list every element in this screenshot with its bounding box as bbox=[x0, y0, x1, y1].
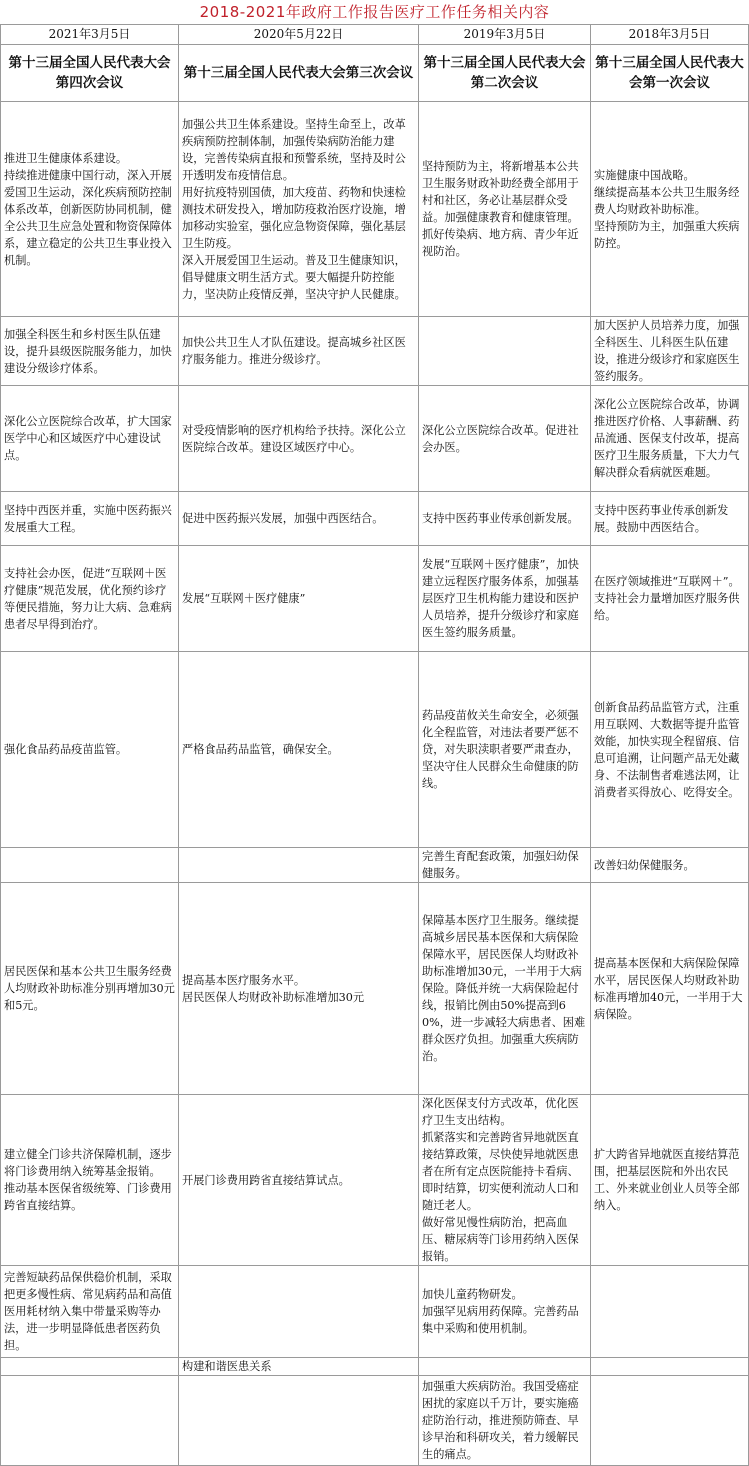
session-header-row bbox=[1, 45, 749, 102]
date-header-cell: 2018年3月5日 bbox=[591, 25, 749, 45]
table-cell: 保障基本医疗卫生服务。继续提高城乡居民基本医保和大病保险保障水平，居民医保人均财政补助标准增加30元，一半用于大病保险。降低并统一大病保险起付线，报销比例由50%提高到60%，进一步减轻大病患者、困难群众医疗负担。加强重大疾病防治。 bbox=[419, 883, 591, 1095]
page-title: 2018-2021年政府工作报告医疗工作任务相关内容 bbox=[199, 3, 550, 21]
table-row bbox=[1, 317, 749, 386]
table-cell: 加强全科医生和乡村医生队伍建设，提升县级医院服务能力，加快建设分级诊疗体系。 bbox=[1, 317, 179, 386]
table-cell: 对受疫情影响的医疗机构给予扶持。深化公立医院综合改革。建设区域医疗中心。 bbox=[179, 386, 419, 492]
table-cell: 在医疗领域推进“互联网＋”。支持社会力量增加医疗服务供给。 bbox=[591, 546, 749, 652]
table-cell: 开展门诊费用跨省直接结算试点。 bbox=[179, 1095, 419, 1266]
table-cell bbox=[1, 1358, 179, 1376]
table-row bbox=[1, 492, 749, 546]
date-header-cell: 2019年3月5日 bbox=[419, 25, 591, 45]
table-cell: 加快公共卫生人才队伍建设。提高城乡社区医疗服务能力。推进分级诊疗。 bbox=[179, 317, 419, 386]
table-cell: 支持中医药事业传承创新发展。鼓励中西医结合。 bbox=[591, 492, 749, 546]
date-header-cell: 2020年5月22日 bbox=[179, 25, 419, 45]
table-cell: 支持社会办医，促进“互联网＋医疗健康”规范发展，优化预约诊疗等便民措施，努力让大病、急难病患者尽早得到治疗。 bbox=[1, 546, 179, 652]
table-cell: 深化公立医院综合改革，协调推进医疗价格、人事薪酬、药品流通、医保支付改革，提高医疗卫生服务质量，下大力气解决群众看病就医难题。 bbox=[591, 386, 749, 492]
table-cell bbox=[591, 1376, 749, 1466]
table-cell: 创新食品药品监管方式，注重用互联网、大数据等提升监管效能，加快实现全程留痕、信息可追溯，让问题产品无处藏身、不法制售者难逃法网，让消费者买得放心、吃得安全。 bbox=[591, 652, 749, 848]
table-cell: 发展“互联网＋医疗健康”，加快建立远程医疗服务体系，加强基层医疗卫生机构能力建设和医护人员培养，提升分级诊疗和家庭医生签约服务质量。 bbox=[419, 546, 591, 652]
table-row bbox=[1, 546, 749, 652]
table-cell: 加强重大疾病防治。我国受癌症困扰的家庭以千万计，要实施癌症防治行动，推进预防筛查、早诊早治和科研攻关，着力缓解民生的痛点。 bbox=[419, 1376, 591, 1466]
table-cell: 深化公立医院综合改革。促进社会办医。 bbox=[419, 386, 591, 492]
table-cell bbox=[179, 848, 419, 883]
table-cell: 深化医保支付方式改革，优化医疗卫生支出结构。 抓紧落实和完善跨省异地就医直接结算政策，尽快使异地就医患者在所有定点医院能持卡看病、即时结算，切实便利流动人口和随迁老人。 做好常见慢性病防治，把高血压、糖尿病等门诊用药纳入医保报销。 bbox=[419, 1095, 591, 1266]
table-cell bbox=[1, 1376, 179, 1466]
table-cell bbox=[179, 1376, 419, 1466]
table-cell: 强化食品药品疫苗监管。 bbox=[1, 652, 179, 848]
table-cell bbox=[419, 1358, 591, 1376]
table-cell: 扩大跨省异地就医直接结算范围，把基层医院和外出农民工、外来就业创业人员等全部纳入。 bbox=[591, 1095, 749, 1266]
table-row bbox=[1, 386, 749, 492]
table-cell bbox=[591, 1266, 749, 1358]
table-cell bbox=[591, 1358, 749, 1376]
table-row bbox=[1, 1266, 749, 1358]
table-cell: 加强公共卫生体系建设。坚持生命至上，改革疾病预防控制体制，加强传染病防治能力建设，完善传染病直报和预警系统，坚持及时公开透明发布疫情信息。 用好抗疫特别国债，加大疫苗、药物和快速检测技术研发投入，增加防疫救治医疗设施，增加移动实验室，强化应急物资保障，强化基层卫生防疫。 深入开展爱国卫生运动。普及卫生健康知识，倡导健康文明生活方式。要大幅提升防控能力，坚决防止疫情反弹，坚决守护人民健康。 bbox=[179, 102, 419, 317]
table-row bbox=[1, 652, 749, 848]
table-cell: 完善短缺药品保供稳价机制，采取把更多慢性病、常见病药品和高值医用耗材纳入集中带量采购等办法，进一步明显降低患者医药负担。 bbox=[1, 1266, 179, 1358]
table-cell: 坚持中西医并重，实施中医药振兴发展重大工程。 bbox=[1, 492, 179, 546]
table-row bbox=[1, 1358, 749, 1376]
table-cell: 药品疫苗攸关生命安全，必须强化全程监管，对违法者要严惩不贷，对失职渎职者要严肃查办，坚决守住人民群众生命健康的防线。 bbox=[419, 652, 591, 848]
session-header-cell: 第十三届全国人民代表大会第三次会议 bbox=[179, 45, 419, 102]
table-cell: 居民医保和基本公共卫生服务经费人均财政补助标准分别再增加30元和5元。 bbox=[1, 883, 179, 1095]
table-cell: 支持中医药事业传承创新发展。 bbox=[419, 492, 591, 546]
policy-comparison-table bbox=[0, 24, 749, 1466]
table-cell: 完善生育配套政策，加强妇幼保健服务。 bbox=[419, 848, 591, 883]
table-cell: 改善妇幼保健服务。 bbox=[591, 848, 749, 883]
date-header-row bbox=[1, 25, 749, 45]
date-header-cell: 2021年3月5日 bbox=[1, 25, 179, 45]
table-row bbox=[1, 883, 749, 1095]
table-cell bbox=[1, 848, 179, 883]
table-cell: 发展“互联网＋医疗健康” bbox=[179, 546, 419, 652]
table-cell bbox=[179, 1266, 419, 1358]
table-cell: 推进卫生健康体系建设。 持续推进健康中国行动，深入开展爱国卫生运动，深化疾病预防控制体系改革，创新医防协同机制，健全公共卫生应急处置和物资保障体系，建立稳定的公共卫生事业投入机制。 bbox=[1, 102, 179, 317]
table-cell: 坚持预防为主，将新增基本公共卫生服务财政补助经费全部用于村和社区，务必让基层群众受益。加强健康教育和健康管理。 抓好传染病、地方病、青少年近视防治。 bbox=[419, 102, 591, 317]
table-cell: 加快儿童药物研发。 加强罕见病用药保障。完善药品集中采购和使用机制。 bbox=[419, 1266, 591, 1358]
table-cell: 严格食品药品监管，确保安全。 bbox=[179, 652, 419, 848]
table-row bbox=[1, 848, 749, 883]
session-header-cell: 第十三届全国人民代表大会第一次会议 bbox=[591, 45, 749, 102]
session-header-cell: 第十三届全国人民代表大会第二次会议 bbox=[419, 45, 591, 102]
table-cell: 深化公立医院综合改革，扩大国家医学中心和区域医疗中心建设试点。 bbox=[1, 386, 179, 492]
table-cell: 加大医护人员培养力度，加强全科医生、儿科医生队伍建设，推进分级诊疗和家庭医生签约服务。 bbox=[591, 317, 749, 386]
table-cell: 构建和谐医患关系 bbox=[179, 1358, 419, 1376]
table-cell: 实施健康中国战略。 继续提高基本公共卫生服务经费人均财政补助标准。 坚持预防为主，加强重大疾病防控。 bbox=[591, 102, 749, 317]
table-row bbox=[1, 102, 749, 317]
table-cell: 提高基本医保和大病保险保障水平，居民医保人均财政补助标准再增加40元，一半用于大病保险。 bbox=[591, 883, 749, 1095]
table-cell: 建立健全门诊共济保障机制，逐步将门诊费用纳入统筹基金报销。 推动基本医保省级统筹、门诊费用跨省直接结算。 bbox=[1, 1095, 179, 1266]
session-header-cell: 第十三届全国人民代表大会第四次会议 bbox=[1, 45, 179, 102]
table-row bbox=[1, 1376, 749, 1466]
table-row bbox=[1, 1095, 749, 1266]
table-cell: 提高基本医疗服务水平。 居民医保人均财政补助标准增加30元 bbox=[179, 883, 419, 1095]
table-cell bbox=[419, 317, 591, 386]
table-cell: 促进中医药振兴发展，加强中西医结合。 bbox=[179, 492, 419, 546]
